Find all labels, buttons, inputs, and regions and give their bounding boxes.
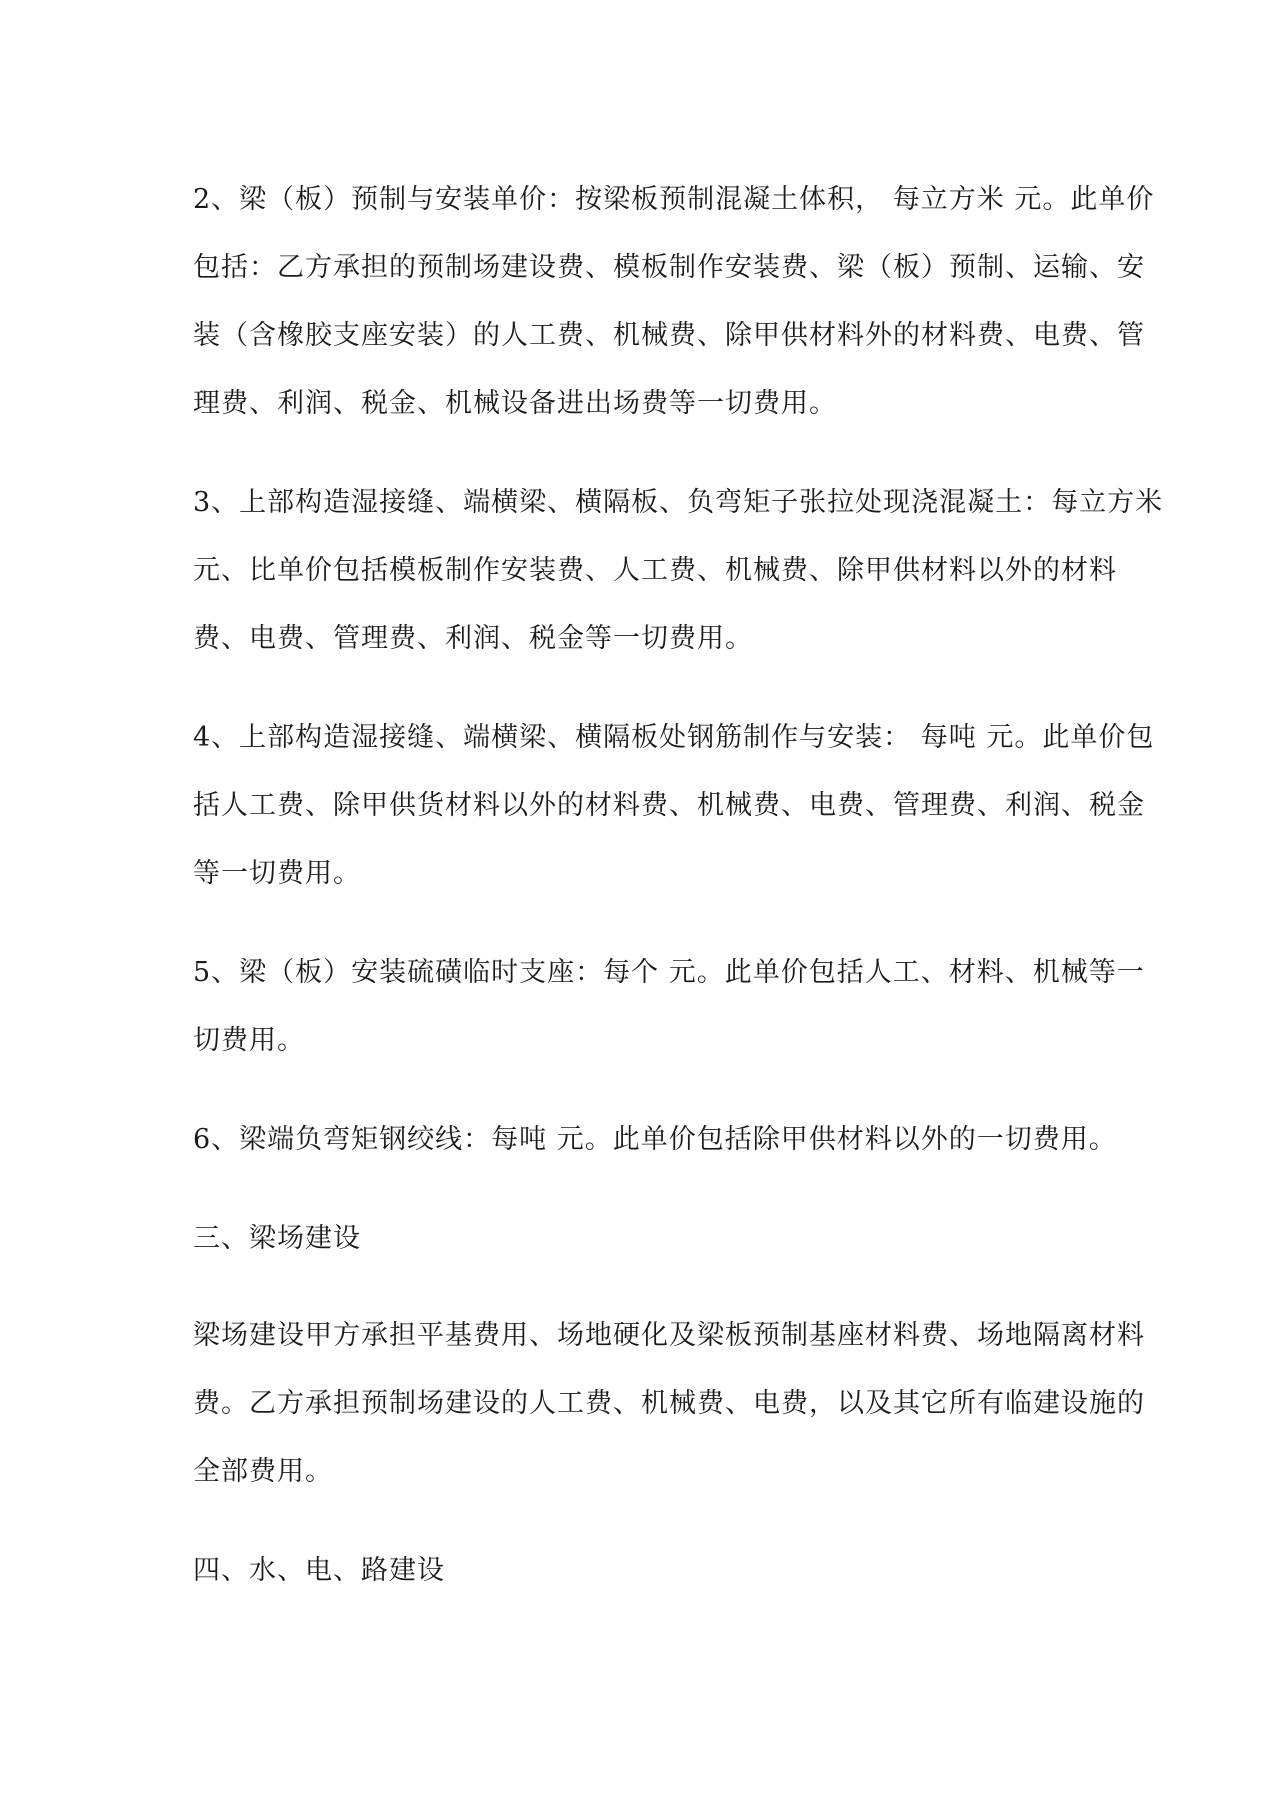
text-line: 4、上部构造湿接缝、端横梁、横隔板处钢筋制作与安装： 每吨 元。此单价包	[193, 722, 1155, 753]
heading-text: 四、水、电、路建设	[193, 1555, 445, 1586]
text-line: 3、上部构造湿接缝、端横梁、横隔板、负弯矩子张拉处现浇混凝土：每立方米	[193, 487, 1164, 518]
text-line: 全部费用。	[193, 1456, 333, 1487]
text-line: 包括：乙方承担的预制场建设费、模板制作安装费、梁（板）预制、运输、安	[193, 252, 1145, 283]
text-line: 等一切费用。	[193, 858, 361, 889]
text-line: 梁场建设甲方承担平基费用、场地硬化及梁板预制基座材料费、场地隔离材料	[193, 1320, 1145, 1351]
paragraph-item-6	[193, 1106, 1117, 1174]
text-line: 费、电费、管理费、利润、税金等一切费用。	[193, 623, 753, 654]
text-line: 括人工费、除甲供货材料以外的材料费、机械费、电费、管理费、利润、税金	[193, 790, 1145, 821]
text-line: 切费用。	[193, 1025, 305, 1056]
paragraph-item-2	[193, 166, 1155, 438]
text-line: 装（含橡胶支座安装）的人工费、机械费、除甲供材料外的材料费、电费、管	[193, 320, 1145, 351]
document-page	[193, 166, 1164, 1634]
text-line: 6、梁端负弯矩钢绞线：每吨 元。此单价包括除甲供材料以外的一切费用。	[193, 1124, 1117, 1155]
text-line: 理费、利润、税金、机械设备进出场费等一切费用。	[193, 388, 837, 419]
text-line: 2、梁（板）预制与安装单价：按梁板预制混凝土体积， 每立方米 元。此单价	[193, 184, 1155, 215]
text-line: 5、梁（板）安装硫磺临时支座：每个 元。此单价包括人工、材料、机械等一	[193, 957, 1145, 988]
heading-text: 三、梁场建设	[193, 1223, 361, 1254]
text-line: 费。乙方承担预制场建设的人工费、机械费、电费，以及其它所有临建设施的	[193, 1388, 1145, 1419]
paragraph-item-4	[193, 704, 1155, 908]
paragraph-item-3	[193, 469, 1164, 673]
paragraph-item-5	[193, 939, 1145, 1075]
section-heading-utilities	[193, 1537, 1093, 1605]
section-heading-beam-yard	[193, 1205, 1093, 1273]
paragraph-beam-yard	[193, 1302, 1145, 1506]
text-line: 元、比单价包括模板制作安装费、人工费、机械费、除甲供材料以外的材料	[193, 555, 1117, 586]
